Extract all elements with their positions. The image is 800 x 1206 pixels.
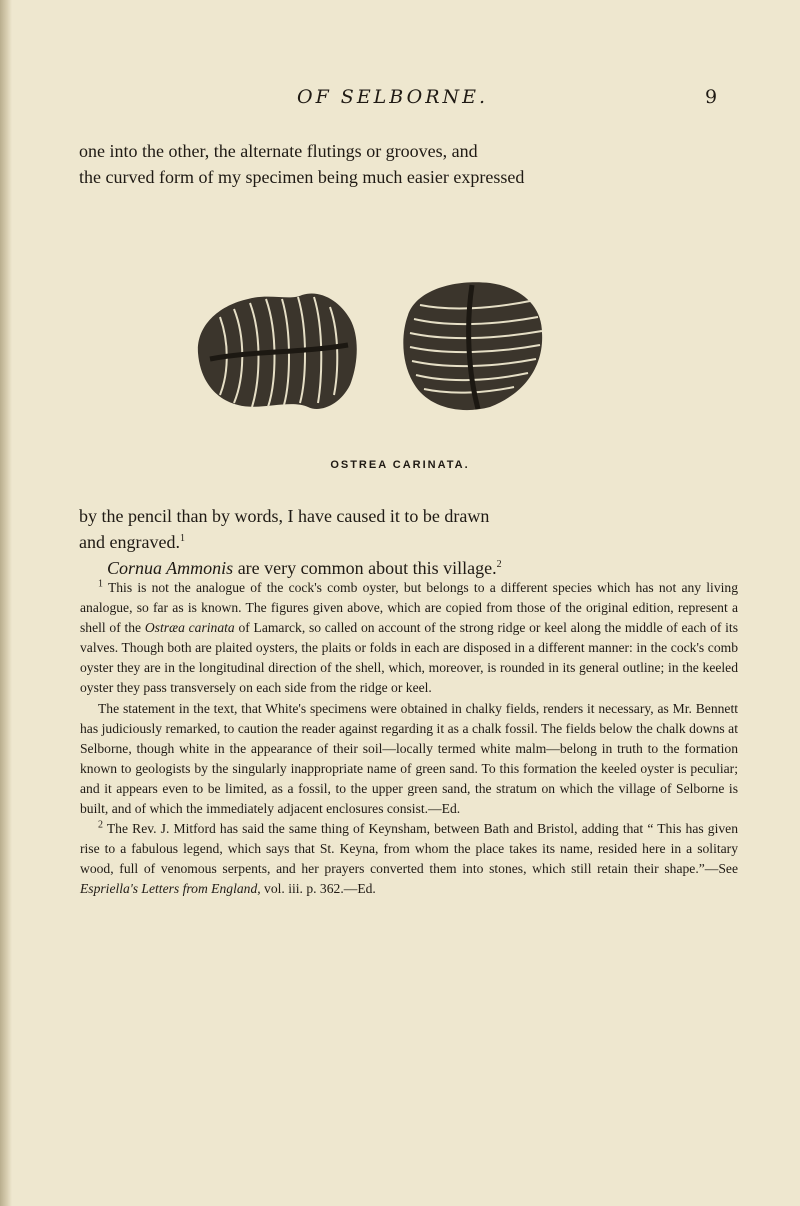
running-header <box>0 86 800 126</box>
footnote-ref: 2 <box>496 559 502 570</box>
footnote-1 <box>80 578 738 699</box>
footnote-2 <box>80 819 738 899</box>
footnote-text: , vol. iii. p. 362.—Ed. <box>257 881 376 897</box>
top-paragraph <box>79 138 739 190</box>
footnote-italic: Ostræa carinata <box>144 620 235 636</box>
footnote-ref: 1 <box>179 533 185 544</box>
text-line: one into the other, the alternate flutings or grooves, and <box>79 141 478 161</box>
footnotes <box>80 578 738 900</box>
text-line: are very common about this village. <box>233 558 497 578</box>
figure-caption: OSTREA CARINATA. <box>330 459 470 471</box>
footnote-marker: 1 <box>98 578 103 590</box>
oyster-illustration <box>190 275 630 415</box>
main-paragraph <box>79 503 739 581</box>
text-line: by the pencil than by words, I have caused it to be drawn <box>79 506 490 526</box>
footnote-marker: 2 <box>98 819 103 831</box>
footnote-1-para-2: The statement in the text, that White's specimens were obtained in chalky fields, renders it necessary, as Mr. Bennett has judiciously remarked, to caution the reader against regarding it as a chalk fossil. The fields below the chalk downs at Selborne, though white in the appearance of their soil—locally termed white malm—belong in truth to the formation known to geologists by the singularly inappropriate name of green sand. To this formation the keeled oyster is peculiar; and it appears even to be limited, as a fossil, to the upper green sand, the stratum on which the village of Selborne is built, and of which the immediately adjacent enclosures consist.—Ed. <box>80 700 738 817</box>
running-title: OF SELBORNE. <box>297 86 489 108</box>
oyster-shell-right <box>403 282 542 410</box>
page-edge <box>0 0 12 1206</box>
footnote-text: This is not the analogue of the cock's comb oyster, but belongs to a different species which has not any living analogue, so far as is known. The figures given above, which are copied from those of the original edition, represent a shell of the <box>80 580 738 636</box>
oyster-shell-left <box>198 293 357 409</box>
text-line: the curved form of my specimen being much easier expressed <box>79 167 525 187</box>
italic-term: Cornua Ammonis <box>107 558 234 578</box>
footnote-text: of Lamarck, so called on account of the strong ridge or keel along the middle of each of its valves. Though both are plaited oysters, the plaits or folds in each are disposed in a different manner: in the cock's comb oyster they are in the longitudinal direction of the shell, which, moreover, is rounded in its general outline; in the keeled oyster they pass transversely on each side from the ridge or keel. <box>80 620 738 696</box>
text-line: and engraved. <box>79 532 180 552</box>
footnote-text: The Rev. J. Mitford has said the same thing of Keynsham, between Bath and Bristol, adding that “ This has given rise to a fabulous legend, which says that St. Keyna, from whom the place takes its name, resided here in a solitary wood, full of venomous serpents, and her prayers converted them into stones, which still retain their shape.”—See <box>80 821 738 877</box>
page-number: 9 <box>705 86 718 108</box>
footnote-italic: Espriella's Letters from England <box>80 881 258 897</box>
